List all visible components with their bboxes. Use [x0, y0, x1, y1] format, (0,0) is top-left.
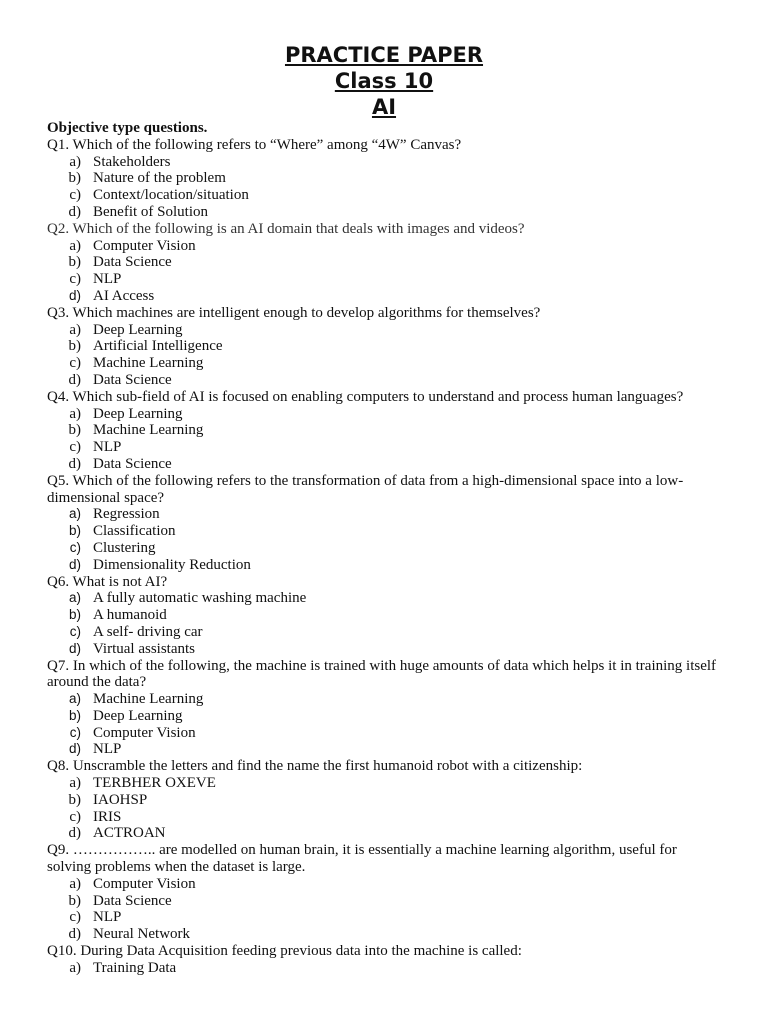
option-list — [47, 775, 717, 842]
option-text: Artificial Intelligence — [93, 338, 223, 355]
option-text: Context/location/situation — [93, 187, 249, 204]
title-subject: AI — [371, 95, 397, 119]
option-text: Deep Learning — [93, 707, 183, 724]
option-letter: a) — [69, 237, 81, 254]
option-text: Virtual assistants — [93, 640, 196, 657]
option-text: Dimensionality Reduction — [93, 556, 251, 573]
option-item — [47, 909, 717, 926]
question-text: Q2. Which of the following is an AI domain that deals with images and videos? — [47, 220, 525, 237]
option-text: Data Science — [93, 254, 172, 271]
option-text: Computer Vision — [93, 875, 196, 892]
option-item — [47, 926, 717, 943]
option-item — [47, 406, 717, 423]
question-block — [47, 221, 717, 305]
option-item — [47, 825, 717, 842]
option-text: IRIS — [93, 808, 122, 825]
option-item — [47, 691, 717, 708]
question-text: Q4. Which sub-field of AI is focused on enabling computers to understand and process human languages? — [47, 388, 684, 405]
question-text: Q9. …………….. are modelled on human brain, it is essentially a machine learning algorithm, useful for solving problems when the dataset is large. — [47, 842, 677, 876]
option-text: Data Science — [93, 455, 172, 472]
option-item — [47, 876, 717, 893]
question-text: Q1. Which of the following refers to “Where” among “4W” Canvas? — [47, 136, 462, 153]
option-list — [47, 960, 717, 977]
option-list — [47, 590, 717, 657]
option-text: Deep Learning — [93, 321, 183, 338]
option-letter: c) — [69, 271, 81, 288]
option-letter: b) — [68, 892, 81, 909]
option-item — [47, 439, 717, 456]
option-text: Benefit of Solution — [93, 203, 208, 220]
option-letter: a) — [69, 775, 81, 792]
option-letter: b) — [68, 791, 81, 808]
option-item — [47, 154, 717, 171]
option-letter: d) — [68, 287, 81, 303]
option-text: Training Data — [93, 959, 177, 976]
question-text: Q7. In which of the following, the machine is trained with huge amounts of data which helps it in training itself around the data? — [47, 657, 717, 691]
option-letter: d) — [68, 825, 81, 842]
option-item — [47, 557, 717, 574]
question-block — [47, 305, 717, 389]
question-list — [47, 120, 717, 977]
option-item — [47, 960, 717, 977]
option-text: NLP — [93, 271, 122, 288]
option-text: Nature of the problem — [93, 170, 226, 187]
option-item — [47, 372, 717, 389]
question-block — [47, 943, 717, 977]
option-list — [47, 691, 717, 758]
document-title — [0, 42, 768, 120]
option-text: IAOHSP — [93, 791, 148, 808]
question-text: Q10. During Data Acquisition feeding previous data into the machine is called: — [47, 943, 522, 960]
option-item — [47, 187, 717, 204]
question-text: Q6. What is not AI? — [47, 573, 168, 590]
option-item — [47, 456, 717, 473]
option-letter: a) — [69, 321, 81, 338]
option-letter: a) — [68, 691, 81, 707]
option-letter: d) — [68, 556, 81, 572]
option-text: AI Access — [93, 287, 155, 304]
option-text: NLP — [93, 741, 122, 758]
title-practice-paper: PRACTICE PAPER — [284, 43, 484, 67]
option-item — [47, 725, 717, 742]
option-text: TERBHER OXEVE — [93, 775, 216, 792]
option-text: Deep Learning — [93, 405, 183, 422]
option-letter: c) — [69, 355, 81, 372]
option-text: Machine Learning — [93, 355, 204, 372]
option-item — [47, 422, 717, 439]
option-letter: d) — [68, 640, 81, 656]
question-block — [47, 389, 717, 473]
option-item — [47, 590, 717, 607]
option-list — [47, 506, 717, 573]
option-letter: b) — [68, 338, 81, 355]
option-letter: a) — [69, 875, 81, 892]
question-block — [47, 137, 717, 221]
option-item — [47, 170, 717, 187]
option-letter: a) — [68, 590, 81, 606]
option-item — [47, 708, 717, 725]
option-item — [47, 809, 717, 826]
option-text: ACTROAN — [93, 825, 166, 842]
option-letter: c) — [69, 623, 81, 639]
option-item — [47, 254, 717, 271]
option-item — [47, 288, 717, 305]
question-text: Q8. Unscramble the letters and find the name the first humanoid robot with a citizenship: — [47, 758, 583, 775]
option-text: Machine Learning — [93, 691, 204, 708]
option-list — [47, 876, 717, 943]
option-letter: d) — [68, 455, 81, 472]
option-text: Neural Network — [93, 926, 191, 943]
option-text: Classification — [93, 523, 176, 540]
option-item — [47, 792, 717, 809]
option-letter: b) — [68, 422, 81, 439]
option-text: Data Science — [93, 892, 172, 909]
option-letter: b) — [68, 607, 81, 623]
option-letter: a) — [69, 959, 81, 976]
question-block — [47, 758, 717, 842]
option-item — [47, 238, 717, 255]
option-text: NLP — [93, 909, 122, 926]
option-item — [47, 271, 717, 288]
option-letter: d) — [68, 371, 81, 388]
option-letter: d) — [68, 203, 81, 220]
option-letter: c) — [69, 724, 81, 740]
option-item — [47, 624, 717, 641]
option-item — [47, 641, 717, 658]
option-letter: a) — [69, 405, 81, 422]
option-letter: a) — [68, 506, 81, 522]
question-text: Q3. Which machines are intelligent enough to develop algorithms for themselves? — [47, 304, 541, 321]
option-letter: c) — [69, 808, 81, 825]
option-item — [47, 893, 717, 910]
option-item — [47, 607, 717, 624]
option-text: A self- driving car — [93, 623, 203, 640]
option-letter: b) — [68, 170, 81, 187]
option-item — [47, 338, 717, 355]
option-text: Machine Learning — [93, 422, 204, 439]
option-letter: c) — [69, 439, 81, 456]
question-block — [47, 574, 717, 658]
option-item — [47, 506, 717, 523]
question-block — [47, 658, 717, 759]
question-text: Q5. Which of the following refers to the transformation of data from a high-dimensional space into a low-dimensional space? — [47, 472, 684, 506]
option-list — [47, 406, 717, 473]
option-text: A fully automatic washing machine — [93, 590, 307, 607]
option-item — [47, 355, 717, 372]
option-letter: d) — [68, 741, 81, 757]
option-letter: b) — [68, 523, 81, 539]
option-item — [47, 741, 717, 758]
option-list — [47, 154, 717, 221]
option-letter: a) — [69, 153, 81, 170]
option-text: NLP — [93, 439, 122, 456]
option-text: Regression — [93, 506, 160, 523]
section-heading: Objective type questions. — [47, 120, 208, 136]
option-letter: b) — [68, 707, 81, 723]
option-letter: c) — [69, 909, 81, 926]
option-item — [47, 540, 717, 557]
option-list — [47, 238, 717, 305]
option-letter: c) — [69, 539, 81, 555]
option-text: Data Science — [93, 371, 172, 388]
option-letter: c) — [69, 187, 81, 204]
option-item — [47, 523, 717, 540]
option-letter: b) — [68, 254, 81, 271]
question-block — [47, 473, 717, 574]
title-class: Class 10 — [334, 69, 434, 93]
option-text: Computer Vision — [93, 237, 196, 254]
option-text: Computer Vision — [93, 724, 196, 741]
option-item — [47, 204, 717, 221]
option-text: Stakeholders — [93, 153, 171, 170]
option-item — [47, 322, 717, 339]
option-letter: d) — [68, 926, 81, 943]
option-text: Clustering — [93, 539, 156, 556]
option-list — [47, 322, 717, 389]
question-block — [47, 842, 717, 943]
option-text: A humanoid — [93, 607, 167, 624]
option-item — [47, 775, 717, 792]
